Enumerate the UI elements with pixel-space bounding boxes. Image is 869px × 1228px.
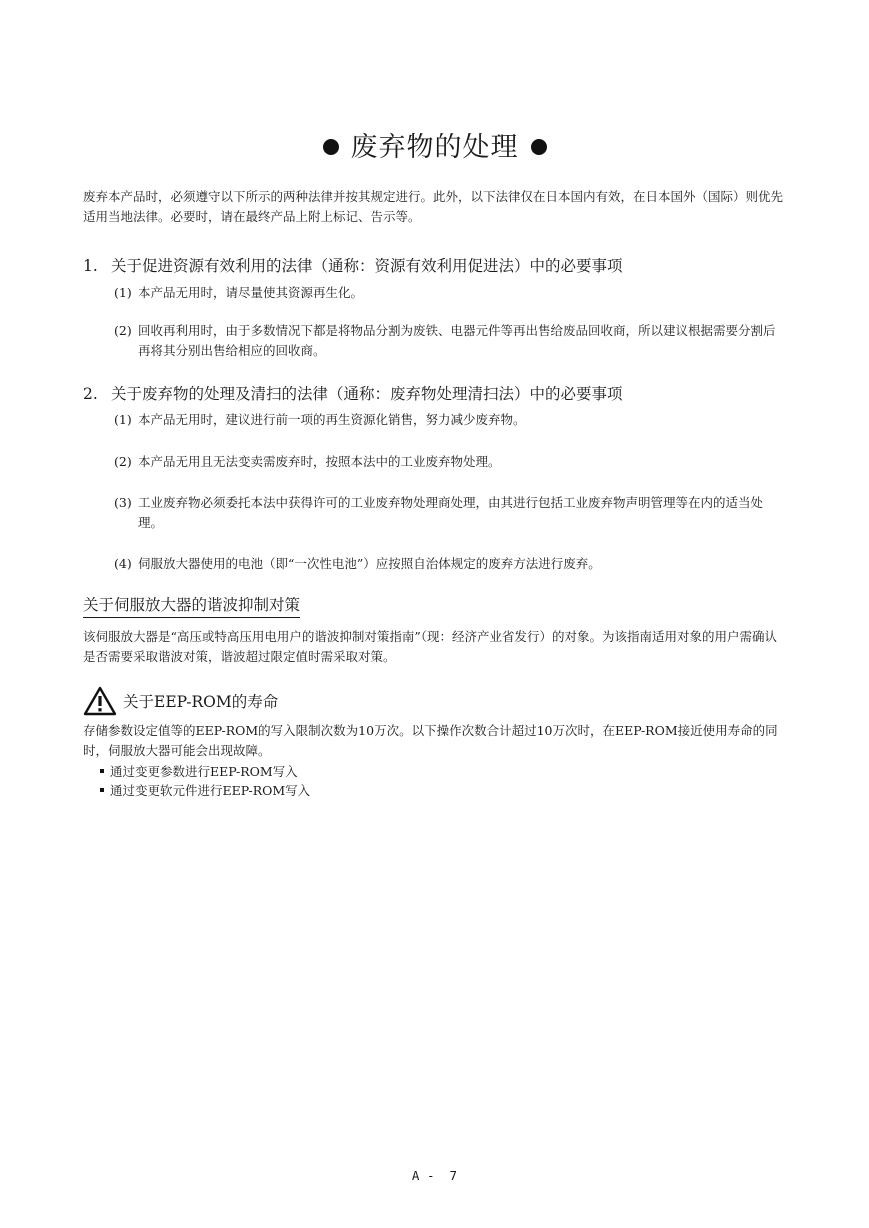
section-2-item-3 [114, 493, 786, 533]
eeprom-paragraph: 存储参数设定值等的EEP-ROM的写入限制次数为10万次。以下操作次数合计超过10万次时，在EEP-ROM接近使用寿命的同时，伺服放大器可能会出现故障。 [83, 723, 778, 758]
bullet-text: 通过变更软元件进行EEP-ROM写入 [110, 783, 311, 798]
section-number: 2. [83, 385, 98, 403]
section-2-item-1 [114, 410, 786, 430]
section-heading-text: 关于促进资源有效利用的法律（通称：资源有效利用促进法）中的必要事项 [111, 257, 623, 275]
item-text: 回收再利用时，由于多数情况下都是将物品分割为废铁、电器元件等再出售给废品回收商，所以建议根据需要分割后再将其分别出售给相应的回收商。 [138, 323, 776, 358]
item-text: 伺服放大器使用的电池（即“一次性电池”）应按照自治体规定的废弃方法进行废弃。 [138, 556, 601, 571]
item-mark: (1) [114, 285, 132, 300]
item-mark: (3) [114, 495, 132, 510]
eeprom-heading-row [83, 686, 278, 716]
item-mark: (2) [114, 454, 132, 469]
warning-triangle-icon [83, 686, 117, 716]
eeprom-heading: 关于EEP-ROM的寿命 [123, 693, 279, 711]
bullet-dot-icon [323, 139, 339, 155]
section-1-heading [83, 255, 788, 277]
page-title-text: 废弃物的处理 [350, 132, 519, 163]
section-2-item-2 [114, 452, 786, 472]
page-title [0, 130, 869, 166]
square-bullet-icon [100, 788, 104, 792]
item-text: 工业废弃物必须委托本法中获得许可的工业废弃物处理商处理，由其进行包括工业废弃物声明管理等在内的适当处理。 [138, 495, 764, 530]
item-text: 本产品无用时，建议进行前一项的再生资源化销售，努力减少废弃物。 [138, 412, 526, 427]
eeprom-bullet-1 [100, 763, 298, 781]
section-1-item-2 [114, 321, 786, 361]
item-mark: (1) [114, 412, 132, 427]
item-text: 本产品无用时，请尽量使其资源再生化。 [138, 285, 364, 300]
section-1-item-1 [114, 283, 786, 303]
bullet-dot-icon [531, 139, 547, 155]
section-number: 1. [83, 257, 98, 275]
harmonic-paragraph: 该伺服放大器是“高压或特高压用电用户的谐波抑制对策指南”（现：经济产业省发行）的对象。为该指南适用对象的用户需确认是否需要采取谐波对策，谐波超过限定值时需采取对策。 [83, 629, 778, 664]
harmonic-heading: 关于伺服放大器的谐波抑制对策 [83, 594, 300, 618]
page-number: A - 7 [411, 1168, 458, 1183]
bullet-text: 通过变更参数进行EEP-ROM写入 [110, 764, 298, 779]
item-mark: (4) [114, 556, 132, 571]
section-2-item-4 [114, 554, 786, 574]
eeprom-bullet-2 [100, 782, 310, 800]
item-mark: (2) [114, 323, 132, 338]
section-2-heading [83, 383, 788, 405]
section-heading-text: 关于废弃物的处理及清扫的法律（通称：废弃物处理清扫法）中的必要事项 [111, 385, 623, 403]
square-bullet-icon [100, 769, 104, 773]
item-text: 本产品无用且无法变卖需废弃时，按照本法中的工业废弃物处理。 [138, 454, 501, 469]
intro-paragraph: 废弃本产品时，必须遵守以下所示的两种法律并按其规定进行。此外，以下法律仅在日本国内有效，在日本国外（国际）则优先适用当地法律。必要时，请在最终产品上附上标记、告示等。 [83, 189, 784, 224]
